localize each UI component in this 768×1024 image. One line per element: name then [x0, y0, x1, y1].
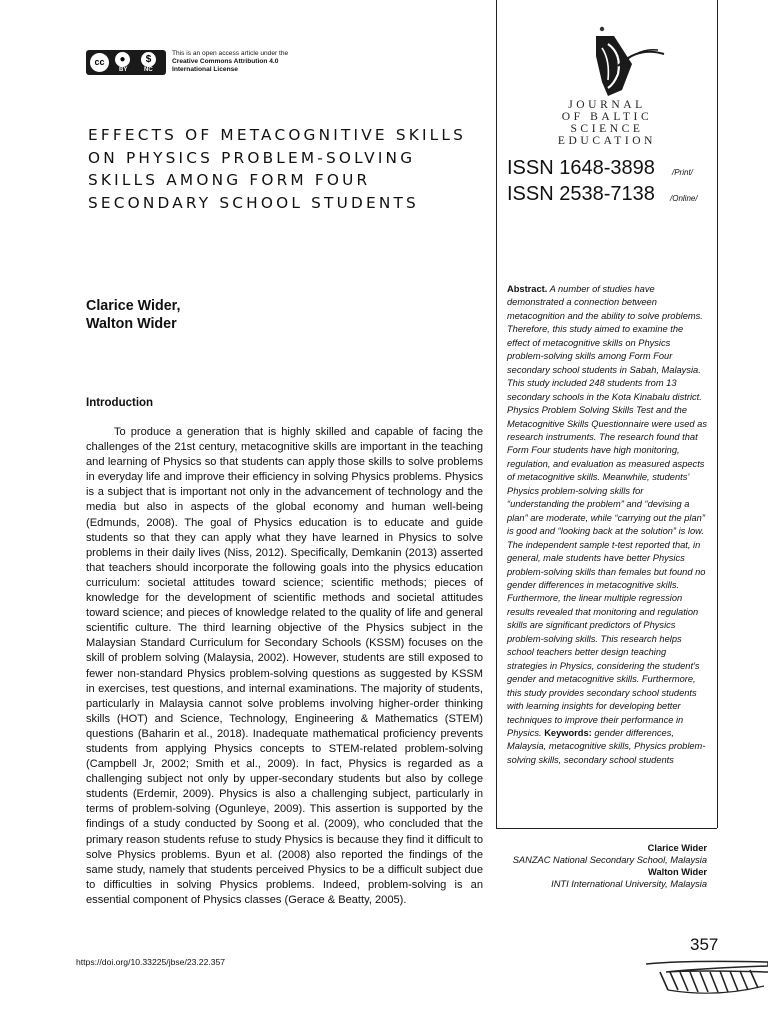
keywords-text: gender differences, Malaysia, metacognitive skills, Physics problem-solving skills, secondary school students: [507, 727, 706, 765]
license-line-1: This is an open access article under the: [172, 50, 289, 57]
right-column-bottom-rule: [496, 828, 717, 829]
abstract-label: Abstract.: [507, 284, 548, 294]
abstract-text: A number of studies have demonstrated a connection between metacognition and the ability to solve problems. Therefore, this study aimed to examine the effect of metacognitive skills on Physics problem-solving skills among Form Four secondary school students in Sabah, Malaysia. This study included 248 students from 13 secondary schools in the Kota Kinabalu district. Physics Problem Solving Skills Test and the Metacognitive Skills Questionnaire were used as research instruments. The research found that Form Four students have high monitoring, regulation, and evaluation as measured aspects of metacognitive skills. Meanwhile, students’ Physics problem-solving skills for “understanding the problem” and “devising a plan” are moderate, while “carrying out the plan” is good and “looking back at the solution” is low. The independent sample t-test reported that, in general, male students have better Physics problem-solving skills than females but found no gender differences in metacognitive skills. Furthermore, the linear multiple regression results revealed that monitoring and regulation skills are significant predictors of Physics problem-solving skills. This research helps school teachers better design teaching strategies in Physics, considering the student’s gender and metacognitive skills. Furthermore, this study provides secondary school students with learning insights for developing better techniques to improve their performance in Physics.: [507, 284, 707, 738]
author-name: Walton Wider: [86, 316, 177, 332]
license-text: [172, 50, 322, 74]
by-person-icon: ●: [115, 52, 130, 67]
affiliation-institution: SANZAC National Secondary School, Malaysia: [512, 855, 707, 865]
author-list: [86, 297, 180, 333]
page-corner-wave-icon: [646, 958, 768, 996]
right-column-left-rule: [496, 0, 497, 828]
issn-print-number: ISSN 1648-3898: [507, 157, 655, 179]
nc-dollar-icon: $: [141, 52, 156, 67]
license-block: [86, 50, 321, 78]
badge-by-label: BY: [119, 67, 128, 73]
issn-online-number: ISSN 2538-7138: [507, 183, 655, 205]
body-paragraph: To produce a generation that is highly skilled and capable of facing the challenges of the 21st century, metacognitive skills are important in the teaching and learning of Physics so that students can apply those skills to solve problems in everyday life and improve their efficiency in solving Physics problems. Physics is a subject that is important not only in the advancement of technology and the media but also in aspects of the global economy and human well-being (Edmunds, 2008). The goal of Physics education is to educate and guide students so that they can apply what they have learned in Physics to solve problems in their daily lives (Niss, 2012). Specifically, Demkanin (2013) asserted that teachers should incorporate the following goals into the physics education curriculum: societal attitudes toward science; scientific methods; pieces of knowledge for the development of scientific methods and societal attitudes toward science; and pieces of knowledge related to the quality of life and general scientific culture. The third learning objective of the Physics subject in the Malaysian Standard Curriculum for Secondary Schools (KSSM) focuses on the skill of problem solving (Malaysia, 2002). However, students are still exposed to fewer non-standard Physics problem-solving questions as suggested by KSSM in exercises, test questions, and internal examinations. The majority of students, particularly in Malaysia cannot solve problems involving higher-order thinking skills (HOT) and Science, Technology, Engineering & Mathematics (STEM) questions (Baharin et al., 2018). Inadequate mathematical proficiency prevents students from applying Physics concepts to STEM-related problem-solving (Campbell Jr, 2002; Smith et al., 2009). In fact, Physics is regarded as a challenging subject not only by upper-secondary students but also by college students (Erdemir, 2009). Physics is also a challenging subject, particularly in terms of problem-solving (Ogunleye, 2009). This assertion is supported by the findings of a study conducted by Soong et al. (2009), who concluded that the primary reason students refuse to study Physics is because they find it difficult to solve Physics problems. Byun et al. (2008) also reported the findings of the same study, namely that students perceived Physics to be a difficult subject due to difficulties in solving Physics problems. Indeed, problem-solving is an essential component of Physics classes (Gerace & Beatty, 2005).: [86, 426, 483, 906]
cc-license-badge-icon[interactable]: [86, 50, 166, 75]
cc-circle: cc: [90, 53, 109, 72]
right-column-right-rule: [717, 0, 718, 828]
doi-link[interactable]: https://doi.org/10.33225/jbse/23.22.357: [76, 957, 226, 967]
license-line-3: International License: [172, 66, 238, 73]
journal-logo-icon: [578, 26, 668, 106]
journal-name-line: JOURNAL: [568, 99, 646, 111]
issn-block: [507, 157, 712, 209]
badge-nc-label: NC: [144, 67, 153, 73]
affiliation-name: Walton Wider: [648, 867, 707, 877]
journal-name-line: SCIENCE: [570, 123, 644, 135]
journal-name-line: EDUCATION: [557, 135, 657, 147]
article-title: EFFECTS OF METACOGNITIVE SKILLS ON PHYSICS PROBLEM-SOLVING SKILLS AMONG FORM FOUR SECONDARY SCHOOL STUDENTS: [88, 126, 467, 212]
issn-online: [507, 183, 712, 209]
license-line-2[interactable]: Creative Commons Attribution 4.0: [172, 58, 279, 65]
journal-name: [555, 99, 659, 147]
issn-print: [507, 157, 712, 183]
issn-print-tag: /Print/: [672, 168, 693, 177]
author-name: Clarice Wider,: [86, 298, 181, 314]
page-number: 357: [690, 935, 719, 954]
journal-name-line: OF BALTIC: [561, 111, 653, 123]
affiliations: [507, 842, 707, 890]
affiliation-institution: INTI International University, Malaysia: [551, 879, 707, 889]
body-text: [86, 425, 483, 908]
abstract: [507, 283, 707, 767]
affiliation-name: Clarice Wider: [647, 843, 707, 853]
issn-online-tag: /Online/: [670, 194, 698, 203]
keywords-label: Keywords:: [544, 727, 592, 738]
section-heading: Introduction: [86, 397, 154, 409]
